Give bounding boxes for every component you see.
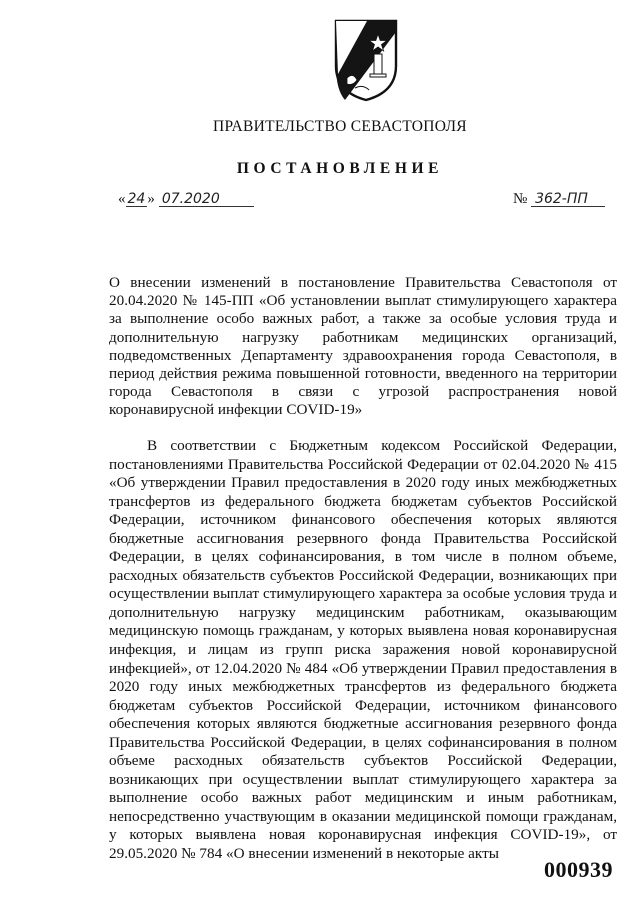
date-month-year: 07.2020	[159, 192, 254, 207]
document-number	[513, 191, 605, 208]
document-type: ПОСТАНОВЛЕНИЕ	[236, 160, 444, 177]
number-label: №	[513, 191, 528, 207]
document-date	[118, 191, 254, 208]
government-name: ПРАВИТЕЛЬСТВО СЕВАСТОПОЛЯ	[213, 118, 467, 135]
number-value: 362-ПП	[531, 192, 605, 207]
date-day: 24	[127, 191, 146, 207]
date-open-quote: «	[118, 191, 126, 207]
document-title: О внесении изменений в постановление Правительства Севастополя от 20.04.2020 № 145-ПП «Об установлении выплат стимулирующего характера за выполнение особо важных работ, а также за особые условия труда и дополнительную нагрузку работникам медицинских организаций, подведомственных Департаменту здравоохранения города Севастополя, в период действия режима повышенной готовности, введенного на территории города Севастополя в связи с угрозой распространения новой коронавирусной инфекции COVID-19»	[109, 274, 617, 419]
page-code: 000939	[544, 857, 613, 882]
sevastopol-coat-of-arms-icon	[333, 18, 399, 102]
document-body: В соответствии с Бюджетным кодексом Российской Федерации, постановлениями Правительства Российской Федерации от 02.04.2020 № 415 «Об утверждении Правил предоставления в 2020 году иных межбюджетных трансфертов из федерального бюджета бюджетам субъектов Российской Федерации, источником финансового обеспечения которых являются бюджетные ассигнования резервного фонда Правительства Российской Федерации, в целях софинансирования, в том числе в полном объеме, расходных обязательств субъектов Российской Федерации, возникающих при осуществлении выплат стимулирующего характера за особые условия труда и дополнительную нагрузку медицинским работникам, оказывающим медицинскую помощь гражданам, у которых выявлена новая коронавирусная инфекция, и лицам из групп риска заражения новой коронавирусной инфекцией», от 12.04.2020 № 484 «Об утверждении Правил предоставления в 2020 году иных межбюджетных трансфертов из федерального бюджета бюджетам субъектов Российской Федерации, источником финансового обеспечения которых являются бюджетные ассигнования резервного фонда Правительства Российской Федерации, в целях софинансирования в полном объеме расходных обязательств субъектов Российской Федерации, возникающих при осуществлении выплат стимулирующего характера за выполнение особо важных работ медицинским и иным работникам, непосредственно участвующим в оказании медицинской помощи гражданам, у которых выявлена новая коронавирусная инфекция COVID-19», от 29.05.2020 № 784 «О внесении изменений в некоторые акты	[109, 437, 617, 863]
date-close-quote: »	[147, 191, 155, 207]
